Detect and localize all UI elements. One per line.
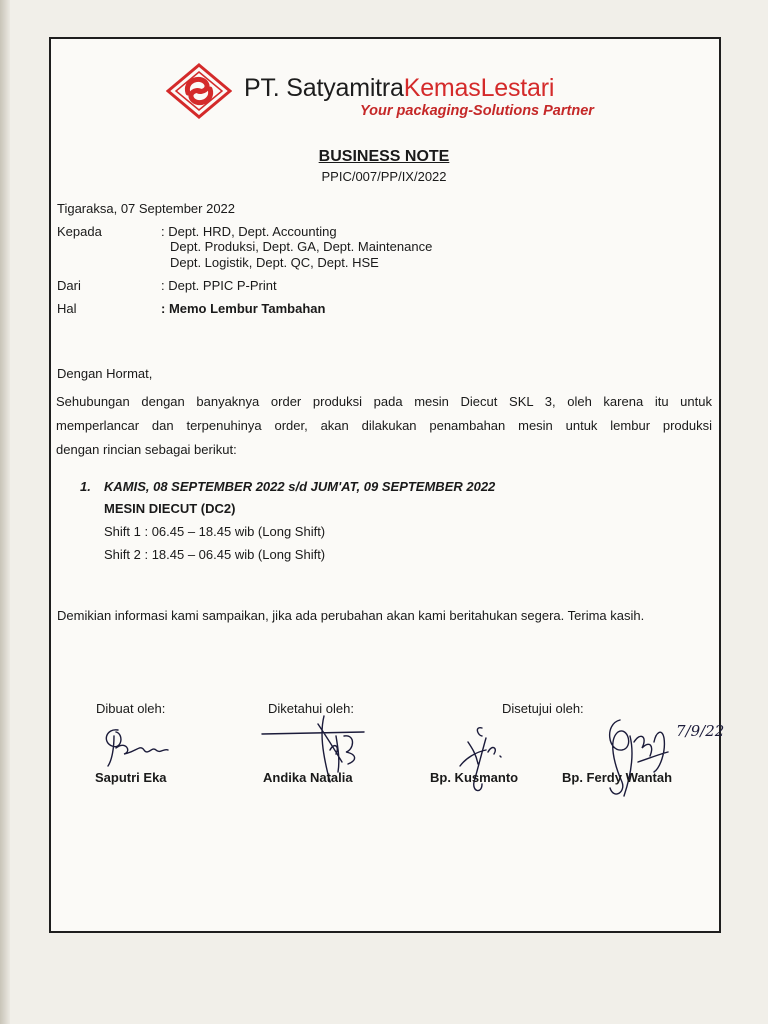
- overtime-date-range: KAMIS, 08 SEPTEMBER 2022 s/d JUM'AT, 09 SEPTEMBER 2022: [104, 479, 496, 494]
- dari-label: Dari: [57, 278, 81, 293]
- kepada-line-2: Dept. Produksi, Dept. GA, Dept. Maintenance: [170, 239, 433, 254]
- signature-saputri: [96, 722, 176, 772]
- dari-value: : Dept. PPIC P-Print: [161, 278, 277, 293]
- place-date: Tigaraksa, 07 September 2022: [57, 201, 236, 216]
- known-by-label: Diketahui oleh:: [268, 701, 354, 716]
- company-name: PT. SatyamitraKemasLestari: [244, 74, 555, 102]
- approved-by-label: Disetujui oleh:: [502, 701, 584, 716]
- handwritten-date: 7/9/22: [676, 722, 725, 740]
- signatory-name-2: Andika Natalia: [263, 770, 353, 785]
- shift-1: Shift 1 : 06.45 – 18.45 wib (Long Shift): [104, 524, 326, 539]
- signature-kusmanto: [452, 722, 522, 802]
- signatory-name-3: Bp. Kusmanto: [430, 770, 519, 785]
- kepada-label: Kepada: [57, 224, 102, 239]
- shift-2: Shift 2 : 18.45 – 06.45 wib (Long Shift): [104, 547, 326, 562]
- document-title: BUSINESS NOTE: [318, 148, 450, 165]
- machine-name: MESIN DIECUT (DC2): [104, 501, 236, 516]
- company-logo-icon: [166, 63, 232, 119]
- document-reference: PPIC/007/PP/IX/2022: [321, 169, 447, 184]
- company-tagline: Your packaging-Solutions Partner: [360, 103, 594, 119]
- closing-statement: Demikian informasi kami sampaikan, jika ada perubahan akan kami beritahukan segera. Terima kasih.: [57, 608, 645, 623]
- list-item-number: 1.: [80, 479, 91, 494]
- paragraph-line-2: memperlancar dan terpenuhinya order, akan dilakukan penambahan mesin untuk lembur produksi: [56, 418, 712, 433]
- signatory-name-4: Bp. Ferdy Wantah: [562, 770, 673, 785]
- made-by-label: Dibuat oleh:: [96, 701, 166, 716]
- kepada-line-1: : Dept. HRD, Dept. Accounting: [161, 224, 337, 239]
- hal-label: Hal: [57, 301, 77, 316]
- paragraph-line-3: dengan rincian sebagai berikut:: [56, 442, 237, 457]
- hal-value: : Memo Lembur Tambahan: [161, 301, 326, 316]
- paragraph-line-1: Sehubungan dengan banyaknya order produksi pada mesin Diecut SKL 3, oleh karena itu untuk: [56, 394, 712, 409]
- kepada-line-3: Dept. Logistik, Dept. QC, Dept. HSE: [170, 255, 379, 270]
- signatory-name-1: Saputri Eka: [95, 770, 167, 785]
- greeting: Dengan Hormat,: [57, 366, 153, 381]
